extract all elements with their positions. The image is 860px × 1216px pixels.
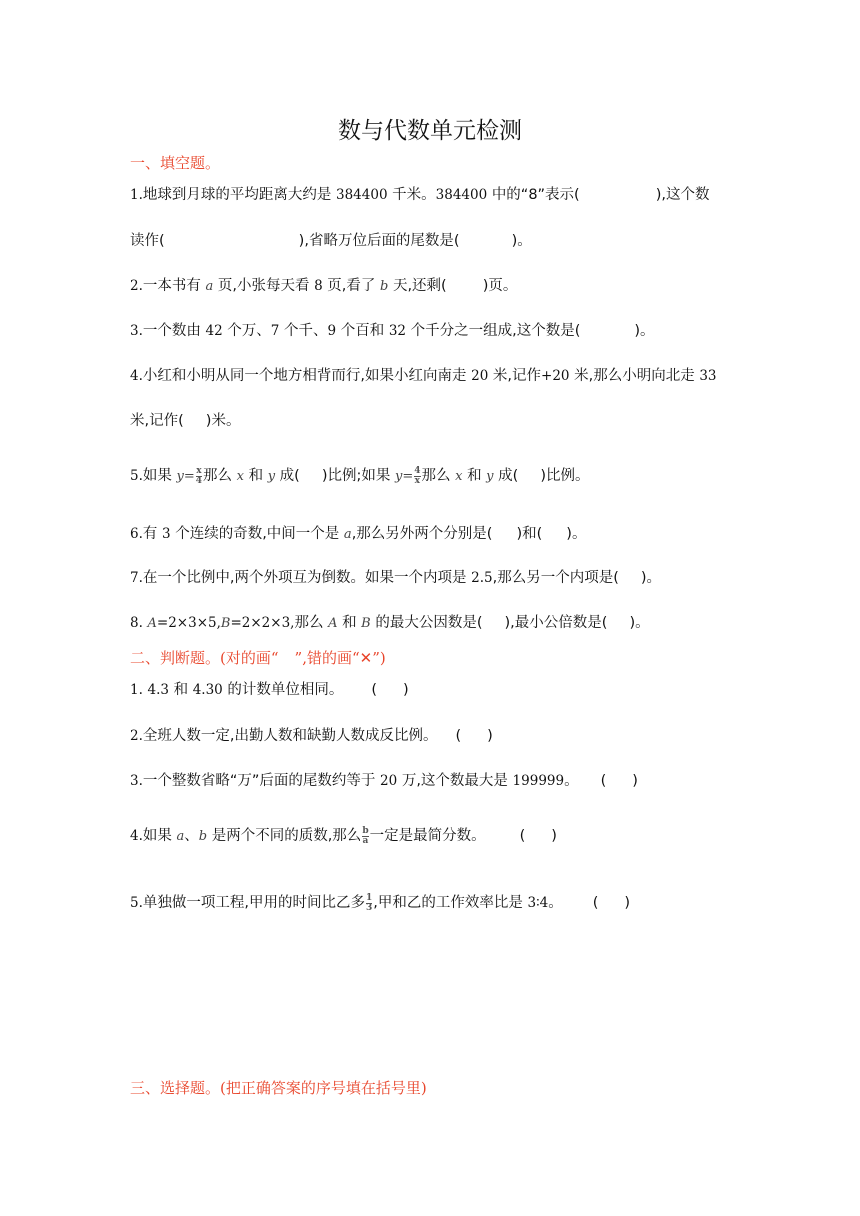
q4-text: 米,那么小明向北走 bbox=[574, 368, 695, 384]
answer-paren-close: ) bbox=[551, 828, 557, 844]
j4-variable: a bbox=[176, 829, 185, 844]
q8-expression: =2×3×5, bbox=[156, 615, 221, 631]
q3-value: 7 bbox=[270, 323, 280, 339]
q7-text: )。 bbox=[640, 570, 662, 586]
question-1-line-1 bbox=[130, 185, 710, 205]
j3-number: 3. bbox=[130, 773, 143, 789]
j1-value: 4.30 bbox=[192, 682, 223, 698]
fraction bbox=[362, 827, 368, 846]
q4-value: +20 bbox=[541, 368, 570, 384]
q6-text: )和( bbox=[516, 526, 543, 542]
j1-text: 的计数单位相同。 bbox=[227, 682, 344, 698]
q3-text: 个千分之一组成,这个数是( bbox=[410, 323, 581, 339]
fraction bbox=[196, 467, 202, 486]
q8-text: 和 bbox=[342, 615, 357, 631]
q5-number: 5. bbox=[130, 468, 143, 484]
j5-text: 单独做一项工程,甲用的时间比乙多 bbox=[142, 895, 365, 911]
section-choice-heading: 三、选择题。(把正确答案的序号填在括号里) bbox=[130, 1079, 427, 1097]
q6-text: 个连续的奇数,中间一个是 bbox=[175, 526, 340, 542]
q3-value: 42 bbox=[205, 323, 223, 339]
judge-2 bbox=[130, 726, 493, 746]
q3-value: 9 bbox=[327, 323, 337, 339]
q3-value: 32 bbox=[388, 323, 406, 339]
answer-paren-open: ( bbox=[600, 773, 607, 789]
question-3 bbox=[130, 321, 655, 341]
judge-4 bbox=[130, 826, 557, 847]
j5-value: 3∶4 bbox=[527, 895, 549, 911]
fraction-denominator: x bbox=[414, 475, 421, 486]
q5-variable: y bbox=[267, 469, 276, 484]
q8-variable: A bbox=[328, 616, 338, 631]
judge-5 bbox=[130, 893, 630, 913]
answer-paren-open: ( bbox=[455, 728, 462, 744]
answer-paren-close: ) bbox=[624, 895, 631, 911]
j3-value: 20 bbox=[380, 773, 398, 789]
q3-text: 一个数由 bbox=[142, 323, 201, 339]
fraction-denominator: a bbox=[362, 835, 369, 846]
q6-text: 有 bbox=[142, 526, 158, 542]
judge-3 bbox=[130, 771, 638, 791]
j3-text: 。 bbox=[564, 773, 579, 789]
question-2 bbox=[130, 276, 517, 297]
j1-value: 4.3 bbox=[147, 682, 169, 698]
question-4-line-1 bbox=[130, 366, 717, 386]
q7-text: ,那么另一个内项是( bbox=[492, 570, 619, 586]
j2-number: 2. bbox=[130, 728, 143, 744]
q4-value: 20 bbox=[471, 368, 489, 384]
answer-paren-open: ( bbox=[592, 895, 599, 911]
q1-text: 读作( bbox=[130, 233, 165, 249]
fraction-numerator: 1 bbox=[366, 892, 373, 903]
q4-value: 33 bbox=[699, 368, 717, 384]
q5-text: 和 bbox=[467, 468, 482, 484]
question-1-line-2 bbox=[130, 231, 532, 251]
q3-number: 3. bbox=[130, 323, 143, 339]
j4-text: 一定是最简分数。 bbox=[369, 828, 486, 844]
answer-paren-close: ) bbox=[632, 773, 638, 789]
j4-text: 如果 bbox=[142, 828, 172, 844]
question-7 bbox=[130, 568, 661, 588]
question-4-line-2 bbox=[130, 411, 240, 431]
judge-1 bbox=[130, 680, 409, 700]
q7-value: 2.5 bbox=[471, 570, 493, 586]
q5-variable: x bbox=[236, 469, 244, 484]
q5-text: )比例;如果 bbox=[321, 468, 391, 484]
q6-number: 6. bbox=[130, 526, 143, 542]
answer-paren-open: ( bbox=[519, 828, 526, 844]
fraction-numerator: 4 bbox=[414, 465, 421, 476]
q5-text: 那么 bbox=[421, 468, 451, 484]
j5-text: ,甲和乙的工作效率比是 bbox=[373, 895, 523, 911]
q8-variable: B bbox=[220, 616, 231, 631]
q2-value: 8 bbox=[314, 278, 323, 294]
section-judge-text: 二、判断题。(对的画“ bbox=[130, 649, 279, 667]
j1-number: 1. bbox=[130, 682, 143, 698]
q1-value: 384400 bbox=[336, 187, 388, 203]
q8-text: 的最大公因数是( bbox=[375, 615, 483, 631]
q8-number: 8. bbox=[130, 615, 143, 631]
q5-text: 那么 bbox=[203, 468, 233, 484]
question-6 bbox=[130, 524, 586, 545]
q8-variable: B bbox=[361, 616, 371, 631]
q4-text: 米,记作( bbox=[130, 413, 184, 429]
section-judge-heading bbox=[130, 647, 386, 668]
j3-text: 万,这个数最大是 bbox=[401, 773, 508, 789]
q5-text: 成( bbox=[498, 468, 519, 484]
q6-value: 3 bbox=[162, 526, 171, 542]
q3-text: 个万、 bbox=[227, 323, 271, 339]
q2-text: )页。 bbox=[482, 278, 518, 294]
q5-expression: y= bbox=[394, 469, 414, 484]
j5-text: 。 bbox=[548, 895, 563, 911]
q2-text: 一本书有 bbox=[142, 278, 201, 294]
fraction-denominator: 3 bbox=[366, 902, 373, 913]
j3-value: 199999 bbox=[512, 773, 565, 789]
q5-text: 成( bbox=[279, 468, 300, 484]
q2-text: 天,还剩( bbox=[392, 278, 447, 294]
q5-text: )比例。 bbox=[540, 468, 590, 484]
q6-variable: a bbox=[343, 527, 352, 542]
fraction bbox=[414, 467, 420, 486]
q6-text: )。 bbox=[566, 526, 587, 542]
q8-text: ),最小公倍数是( bbox=[504, 615, 608, 631]
q3-text: 个百和 bbox=[340, 323, 385, 339]
answer-paren-close: ) bbox=[403, 682, 409, 698]
q6-text: ,那么另外两个分别是( bbox=[351, 526, 493, 542]
j4-text: 、 bbox=[184, 828, 199, 844]
answer-paren-open: ( bbox=[371, 682, 378, 698]
fraction-denominator: 4 bbox=[195, 475, 203, 486]
q7-text: 在一个比例中,两个外项互为倒数。如果一个内项是 bbox=[142, 570, 467, 586]
q5-text: 如果 bbox=[142, 468, 172, 484]
question-5 bbox=[130, 466, 589, 487]
q2-number: 2. bbox=[130, 278, 143, 294]
q2-text: 页,看了 bbox=[327, 278, 376, 294]
section-fill-heading: 一、填空题。 bbox=[130, 154, 221, 172]
j3-text: 一个整数省略“万”后面的尾数约等于 bbox=[142, 773, 376, 789]
j4-variable: b bbox=[198, 829, 208, 844]
j4-number: 4. bbox=[130, 828, 143, 844]
q4-text: 小红和小明从同一个地方相背而行,如果小红向南走 bbox=[142, 368, 467, 384]
q8-variable: A bbox=[147, 616, 157, 631]
q1-text: 地球到月球的平均距离大约是 bbox=[142, 187, 332, 203]
q3-text: )。 bbox=[634, 323, 655, 339]
section-judge-text: ”,错的画“✕”) bbox=[294, 649, 386, 667]
q1-text: 千米。 bbox=[392, 187, 436, 203]
question-8 bbox=[130, 613, 650, 634]
j1-text: 和 bbox=[173, 682, 189, 698]
q5-variable: x bbox=[455, 469, 463, 484]
fraction-numerator: b bbox=[362, 825, 369, 836]
j2-text: 全班人数一定,出勤人数和缺勤人数成反比例。 bbox=[142, 728, 438, 744]
q2-variable: b bbox=[380, 279, 389, 294]
q5-variable: y bbox=[486, 469, 494, 484]
q5-text: 和 bbox=[248, 468, 264, 484]
q2-text: 页,小张每天看 bbox=[217, 278, 310, 294]
q1-text: ),这个数 bbox=[655, 187, 710, 203]
page-title: 数与代数单元检测 bbox=[338, 118, 522, 144]
q8-text: 那么 bbox=[294, 615, 324, 631]
q1-number: 1. bbox=[130, 187, 143, 203]
q4-text: 米,记作 bbox=[492, 368, 542, 384]
q1-text: )。 bbox=[511, 233, 532, 249]
q4-number: 4. bbox=[130, 368, 143, 384]
q4-text: )米。 bbox=[205, 413, 241, 429]
q3-text: 个千、 bbox=[284, 323, 328, 339]
q8-text: )。 bbox=[629, 615, 650, 631]
j4-text: 是两个不同的质数,那么 bbox=[211, 828, 362, 844]
fraction-numerator: x bbox=[196, 465, 202, 476]
q5-expression: y= bbox=[176, 469, 195, 484]
q8-expression: =2×2×3, bbox=[230, 615, 295, 631]
j5-number: 5. bbox=[130, 895, 143, 911]
q1-value: 384400 bbox=[435, 187, 488, 203]
q7-number: 7. bbox=[130, 570, 143, 586]
fraction bbox=[366, 894, 372, 913]
q2-variable: a bbox=[205, 279, 214, 294]
q1-text: ),省略万位后面的尾数是( bbox=[298, 233, 460, 249]
q1-text: 中的“8”表示( bbox=[491, 187, 580, 203]
answer-paren-close: ) bbox=[487, 728, 493, 744]
